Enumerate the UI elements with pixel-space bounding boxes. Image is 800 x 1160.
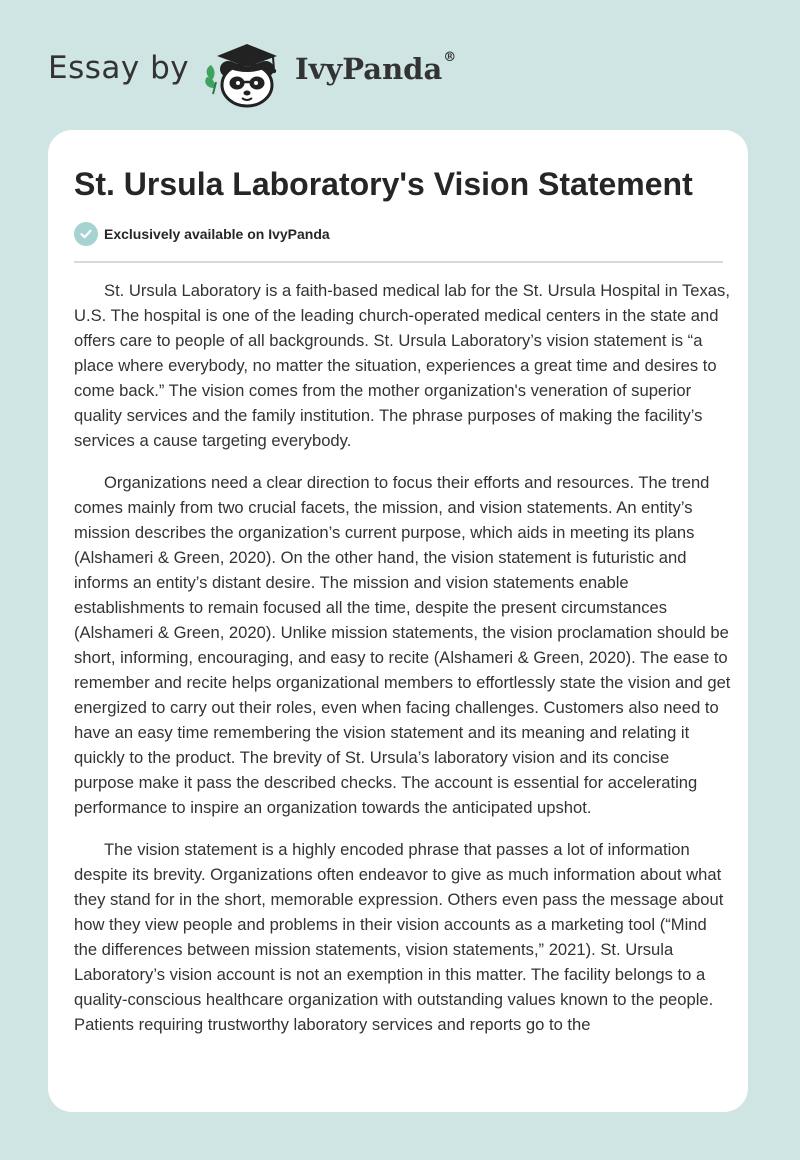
site-header (0, 0, 800, 130)
paragraph: St. Ursula Laboratory is a faith-based medical lab for the St. Ursula Hospital in Texas, U.S. The hospital is one of the leading church-operated medical centers in the state and offers care to people of all backgrounds. St. Ursula Laboratory’s vision statement is “a place where everybody, no matter the situation, experiences a great time and desires to come back.” The vision comes from the mother organization's veneration of superior quality services and the family institution. The phrase purposes of making the facility’s services a cause targeting everybody. (74, 281, 730, 450)
divider (74, 261, 723, 263)
essay-title: St. Ursula Laboratory's Vision Statement (74, 166, 693, 202)
brand-name: IvyPanda® (295, 50, 457, 86)
registered-mark: ® (443, 50, 457, 65)
check-icon (74, 222, 98, 246)
exclusive-badge-text: Exclusively available on IvyPanda (104, 226, 330, 242)
essay-card (48, 130, 748, 1112)
panda-graduate-icon (203, 36, 287, 108)
exclusive-badge (74, 222, 330, 246)
essay-by-label: Essay by (48, 50, 190, 86)
essay-body (74, 278, 732, 1054)
paragraph: The vision statement is a highly encoded phrase that passes a lot of information despite its brevity. Organizations often endeavor to give as much information about what they stand for in the short, memorable expression. Others even pass the message about how they view people and problems in their vision accounts as a marketing tool (“Mind the differences between mission statements, vision statements,” 2021). St. Ursula Laboratory’s vision account is not an exemption in this matter. The facility belongs to a quality-conscious healthcare organization with outstanding values known to the people. Patients requiring trustworthy laboratory services and reports go to the (74, 840, 724, 1034)
paragraph: Organizations need a clear direction to focus their efforts and resources. The trend comes mainly from two crucial facets, the mission, and vision statements. An entity’s mission describes the organization’s current purpose, which aids in meeting its plans (Alshameri & Green, 2020). On the other hand, the vision statement is futuristic and informs an entity’s distant desire. The mission and vision statements enable establishments to remain focused all the time, despite the present circumstances (Alshameri & Green, 2020). Unlike mission statements, the vision proclamation should be short, informing, encouraging, and easy to recite (Alshameri & Green, 2020). The ease to remember and recite helps organizational members to effortlessly state the vision and get energized to carry out their roles, even when facing challenges. Customers also need to have an easy time remembering the vision statement and its meaning and relating it quickly to the product. The brevity of St. Ursula’s laboratory vision and its concise purpose make it pass the described checks. The account is essential for accelerating performance to inspire an organization towards the anticipated upshot. (74, 473, 731, 817)
